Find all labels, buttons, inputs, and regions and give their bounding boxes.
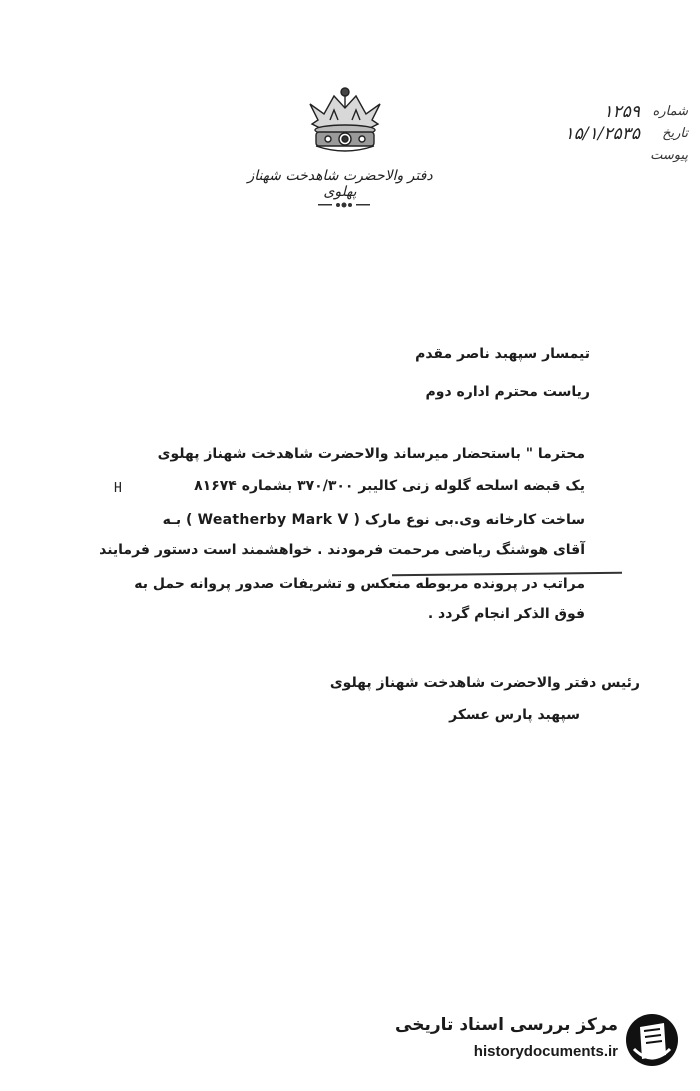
date-value: ۱۵/۱/۲۵۳۵ (564, 124, 640, 144)
number-row (498, 104, 688, 126)
archive-url[interactable]: historydocuments.ir (473, 1043, 618, 1060)
recipient: تیمسار سپهبد ناصر مقدم (415, 346, 590, 362)
serial-suffix: H (114, 481, 122, 496)
ornament-divider (316, 200, 372, 210)
recipient-title: ریاست محترم اداره دوم (425, 384, 590, 400)
body-line-3: ساخت کارخانه وی.بی نوع مارک ( Weatherby Mark V ) بـه (162, 512, 585, 528)
signatory-name: سپهبد پارس عسکر (449, 707, 580, 723)
royal-crown-emblem (300, 84, 390, 159)
number-value: ۱۲۵۹ (603, 102, 640, 122)
body-line-1: محترما " باستحضار میرساند والاحضرت شاهدخت شهناز پهلوی (157, 446, 585, 462)
archive-org-name: مرکز بررسی اسناد تاریخی (395, 1015, 618, 1035)
office-title: دفتر والاحضرت شاهدخت شهناز پهلوی (247, 168, 433, 200)
date-label: تاریخ (662, 126, 688, 141)
attachment-label: پیوست (650, 148, 688, 163)
body-line-2: یک قبضه اسلحه گلوله زنی کالیبر ۳۷۰/۳۰۰ بشماره ۸۱۶۷۴ (194, 478, 585, 494)
signatory-title: رئیس دفتر والاحضرت شاهدخت شهناز پهلوی (329, 675, 640, 691)
archive-footer (395, 1009, 680, 1073)
body-line-5: مراتب در پرونده مربوطه منعکس و تشریفات صدور پروانه حمل به (134, 576, 585, 592)
body-line-4: آقای هوشنگ ریاضی مرحمت فرمودند . خواهشمند است دستور فرمایند (99, 542, 585, 558)
date-row (498, 126, 688, 148)
number-label: شماره (652, 104, 688, 119)
archive-logo-icon (624, 1009, 680, 1071)
letter-meta (498, 104, 688, 170)
body-line-6: فوق الذکر انجام گردد . (427, 606, 585, 622)
attachment-row (498, 148, 688, 170)
